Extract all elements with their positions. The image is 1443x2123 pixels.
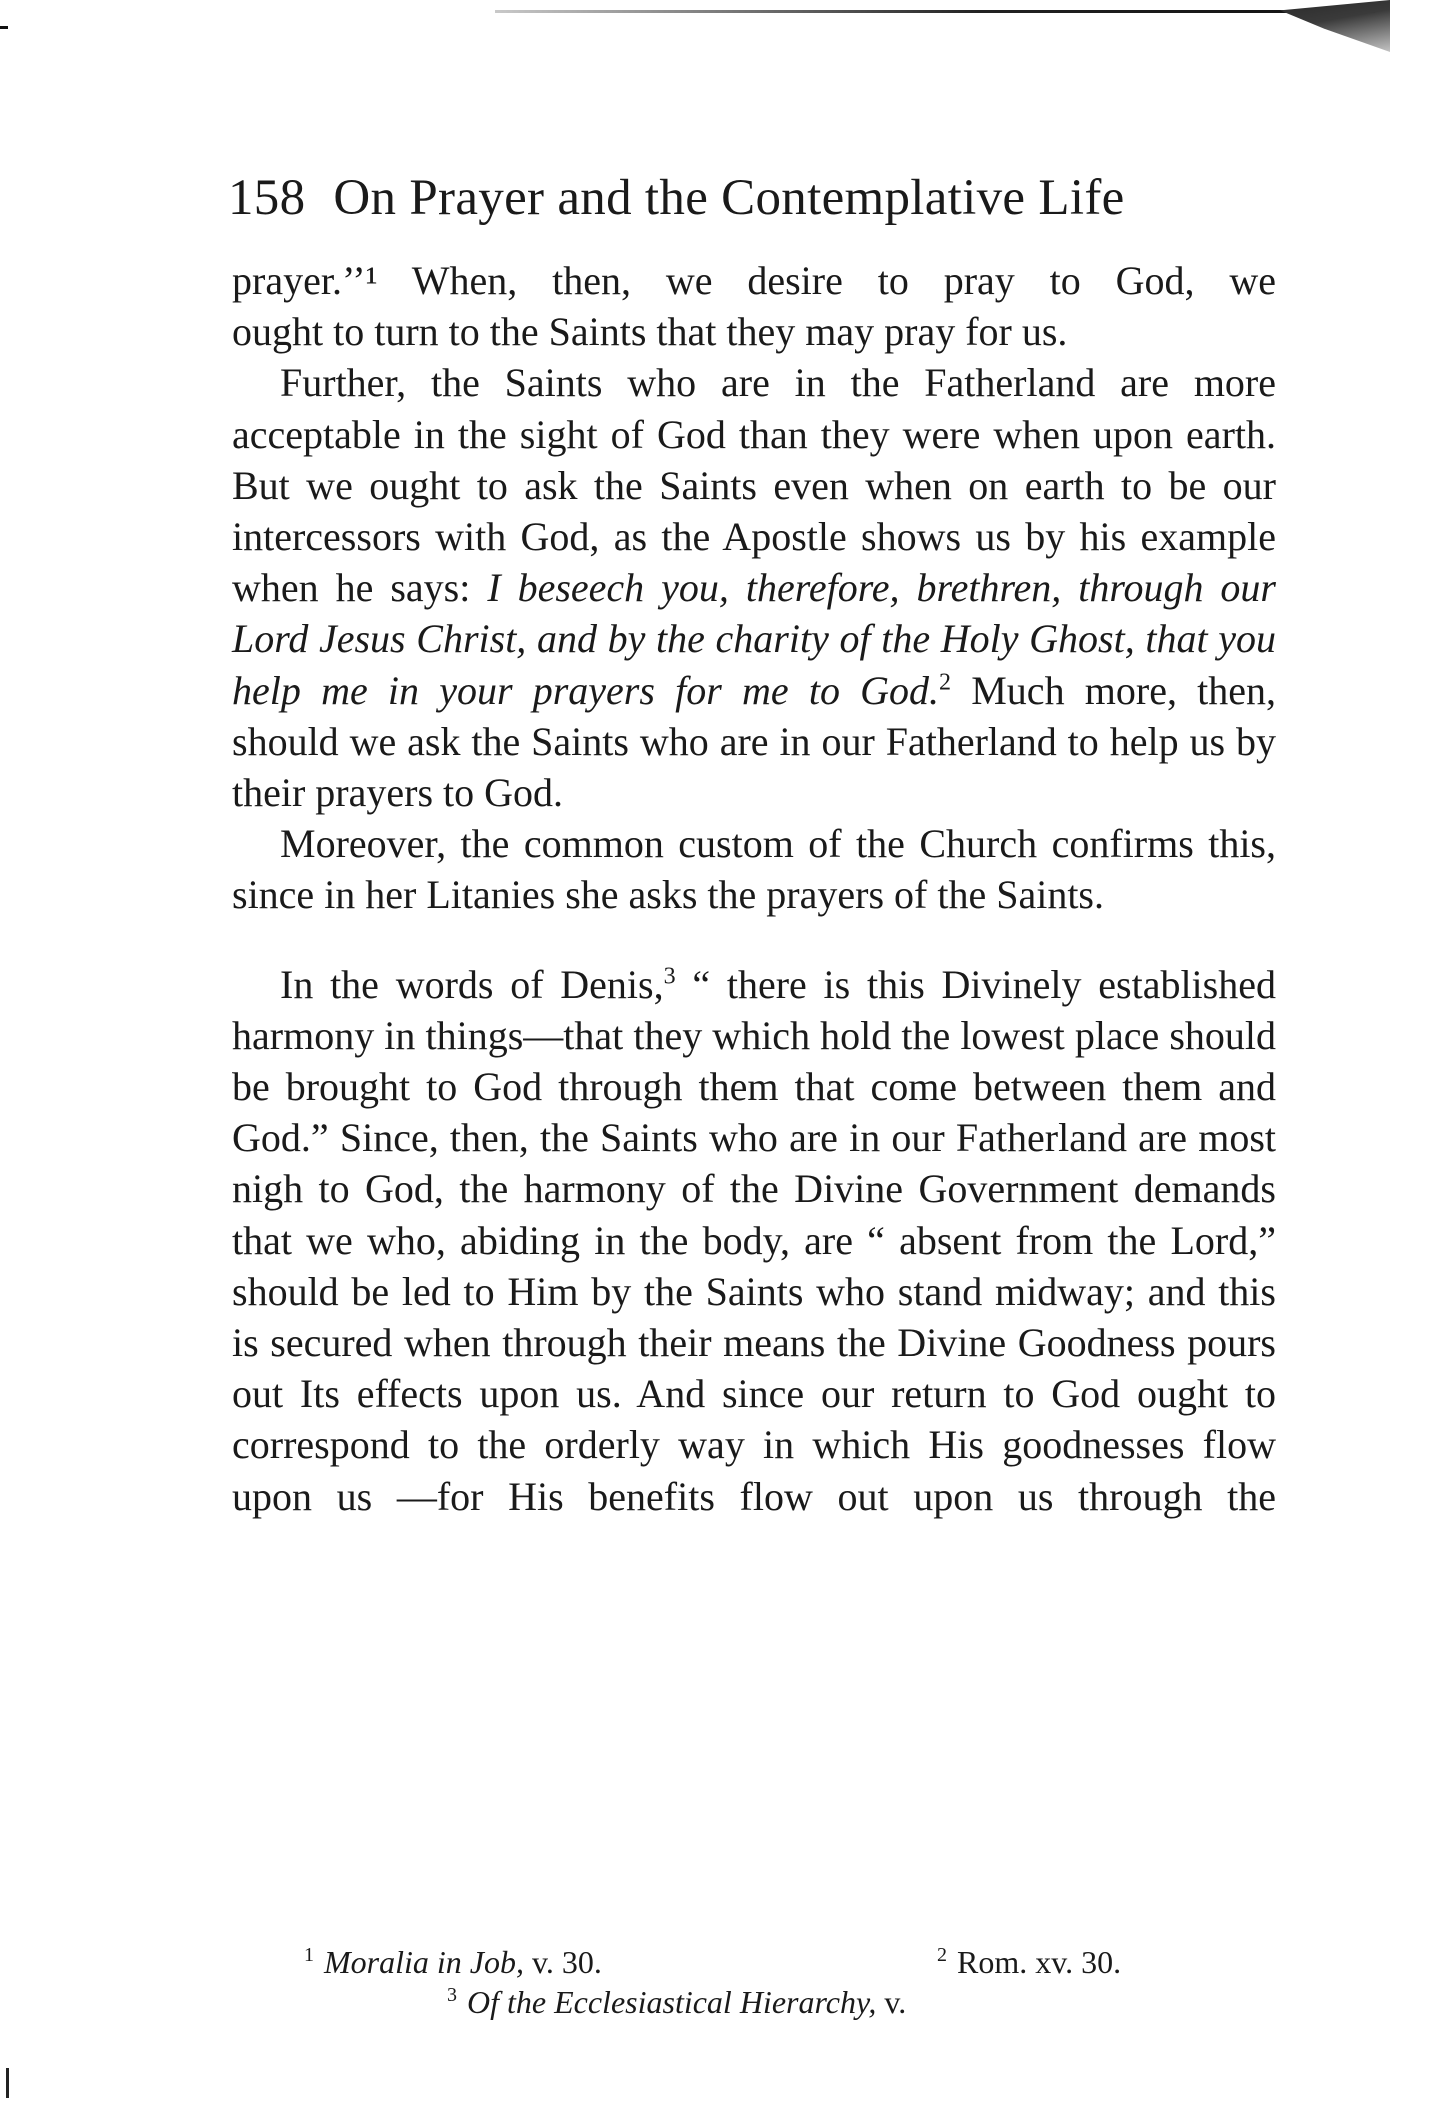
paragraph-2-continuation: Much more, then, should we ask the Saints who are in our Fatherland to help us by their prayers to God. <box>232 667 1277 816</box>
footnote-ref-3: 3 <box>663 963 676 990</box>
footnote-mark: 1 <box>304 1944 314 1967</box>
paragraph-2 <box>232 357 1276 818</box>
paragraph-3: Moreover, the common custom of the Church confirms this, since in her Litanies she asks the prayers of the Saints. <box>232 821 1276 918</box>
paragraph-1-line-2: ought to turn to the Saints that they may pray for us. <box>232 309 1068 355</box>
footnote-3 <box>447 1982 906 2022</box>
top-scan-rule <box>495 10 1375 13</box>
page-number: 158 <box>228 170 306 226</box>
footnote-ref: v. <box>876 1984 907 2020</box>
footnote-title: Of the Ecclesiastical Hierarchy, <box>467 1984 877 2020</box>
body-text <box>232 255 1276 1522</box>
footnote-2 <box>937 1942 1121 1982</box>
footnote-title: Moralia in Job, <box>324 1944 524 1980</box>
footnotes <box>232 1942 1276 2022</box>
footnote-mark: 2 <box>937 1944 947 1967</box>
scan-artifact <box>1280 0 1390 52</box>
paragraph-4 <box>232 959 1276 1522</box>
running-title: On Prayer and the Contemplative Life <box>333 170 1125 226</box>
footnote-ref: v. 30. <box>523 1944 602 1980</box>
scripture-quote: I beseech you, therefore, brethren, through our Lord Jesus Christ, and by the charity of the Holy Ghost, that you help me in your prayers for me to God. <box>232 565 1276 713</box>
scan-edge-mark <box>6 2068 9 2098</box>
scan-edge-mark <box>0 26 8 29</box>
footnote-row <box>232 1942 1276 1982</box>
running-head <box>228 166 1268 230</box>
paragraph-1-line-1: prayer.’’¹ When, then, we desire to pray to God, we <box>232 258 1276 303</box>
footnote-1 <box>304 1942 602 1982</box>
paragraph-4-lead: In the words of Denis, <box>280 961 664 1007</box>
footnote-ref-2: 2 <box>939 669 952 696</box>
footnote-row <box>232 1982 1276 2022</box>
paragraph-4-text: “ there is this Divinely established harmony in things—that they which hold the lowest place should be brought to God through them that come between them and God.” Since, then, the Saints who are in our Fatherland are most nigh to God, the harmony of the Divine Government demands that we who, abiding in the body, are “ absent from the Lord,” should be led to Him by the Saints who stand midway; and this is secured when through their means the Divine Goodness pours out Its effects upon us. And since our return to God ought to correspond to the orderly way in which His goodnesses flow upon us —for His benefits flow out upon us through the <box>232 961 1276 1519</box>
footnote-mark: 3 <box>447 1984 457 2007</box>
paragraph-2-text: Further, the Saints who are in the Fatherland are more acceptable in the sight of God than they were when upon earth. But we ought to ask the Saints even when on earth to be our intercessors with God, as the Apostle shows us by his example when he says: <box>232 360 1276 611</box>
footnote-ref: Rom. xv. 30. <box>957 1944 1122 1980</box>
